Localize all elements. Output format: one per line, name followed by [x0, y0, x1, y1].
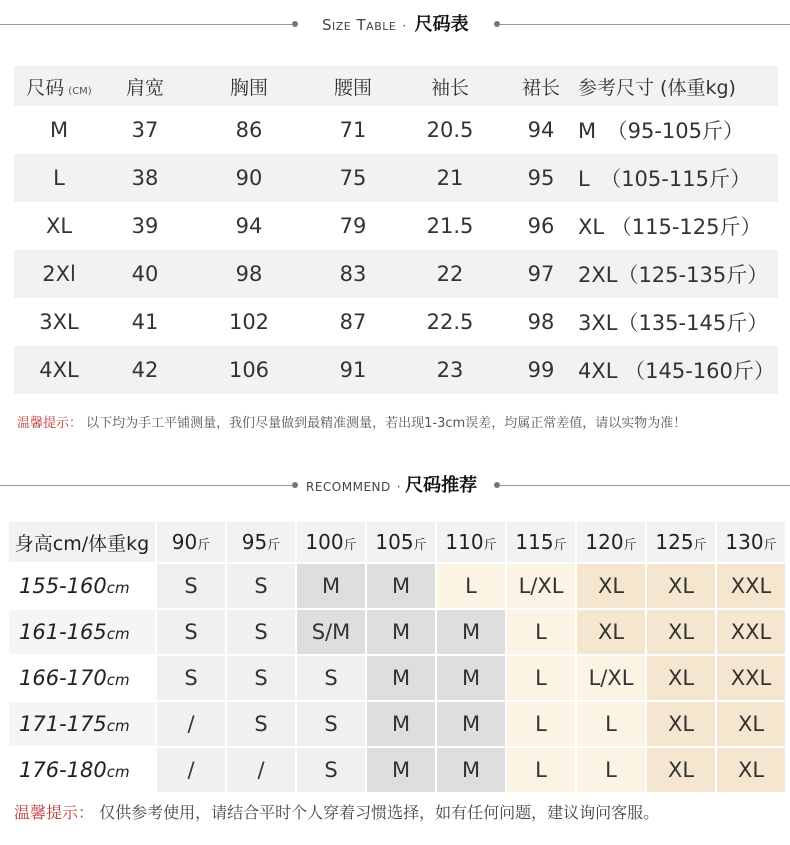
weight-header: 130斤	[717, 522, 785, 562]
size-row	[14, 202, 778, 250]
size-cell: L	[507, 656, 575, 700]
size-cell: M	[437, 610, 505, 654]
cell-sleeve: 20.5	[426, 118, 474, 142]
size-cell: M	[367, 702, 435, 746]
size-cell: S	[227, 564, 295, 608]
size-cell: M	[437, 748, 505, 792]
header-size: 尺码 (CM)	[26, 76, 92, 99]
section-title-en: RECOMMEND	[306, 480, 391, 494]
recommend-row	[9, 564, 785, 608]
weight-header: 120斤	[577, 522, 645, 562]
weight-header: 110斤	[437, 522, 505, 562]
size-cell: /	[227, 748, 295, 792]
cell-size: 3XL	[39, 310, 79, 334]
cell-size: L	[53, 166, 65, 190]
size-cell: XL	[647, 702, 715, 746]
cell-length: 96	[527, 214, 555, 238]
size-cell: S	[227, 610, 295, 654]
cell-sleeve: 22	[436, 262, 464, 286]
size-cell: L	[507, 748, 575, 792]
weight-header: 105斤	[367, 522, 435, 562]
cell-shoulder: 37	[131, 118, 159, 142]
divider	[500, 485, 790, 486]
cell-chest: 86	[235, 118, 263, 142]
header-sleeve: 袖长	[430, 76, 469, 99]
tip-note-2	[14, 800, 659, 823]
divider	[0, 24, 292, 25]
header-shoulder: 肩宽	[125, 76, 164, 99]
cell-waist: 91	[339, 358, 367, 382]
size-cell: L/XL	[577, 656, 645, 700]
size-cell: L	[577, 748, 645, 792]
cell-length: 97	[527, 262, 555, 286]
size-cell: XL	[577, 564, 645, 608]
size-cell: XL	[647, 656, 715, 700]
cell-sleeve: 21.5	[426, 214, 474, 238]
size-cell: L	[437, 564, 505, 608]
size-cell: S	[157, 564, 225, 608]
size-table-header-row	[14, 66, 778, 106]
size-cell: S	[297, 702, 365, 746]
size-cell: XL	[717, 748, 785, 792]
cell-size: 4XL	[39, 358, 79, 382]
size-cell: S	[227, 702, 295, 746]
cell-shoulder: 38	[131, 166, 159, 190]
size-cell: XL	[647, 748, 715, 792]
height-range: 166-170cm	[9, 656, 155, 700]
recommend-row	[9, 702, 785, 746]
height-range: 171-175cm	[9, 702, 155, 746]
size-row	[14, 154, 778, 202]
height-range: 176-180cm	[9, 748, 155, 792]
size-cell: M	[367, 656, 435, 700]
cell-shoulder: 40	[131, 262, 159, 286]
size-cell: XXL	[717, 656, 785, 700]
size-cell: XL	[647, 610, 715, 654]
cell-waist: 71	[339, 118, 367, 142]
cell-sleeve: 21	[436, 166, 464, 190]
cell-size: XL	[45, 214, 73, 238]
size-cell: /	[157, 748, 225, 792]
weight-header: 95斤	[227, 522, 295, 562]
cell-shoulder: 42	[131, 358, 159, 382]
size-row	[14, 250, 778, 298]
size-row	[14, 346, 778, 394]
cell-waist: 75	[339, 166, 367, 190]
cell-shoulder: 41	[131, 310, 159, 334]
recommend-row	[9, 656, 785, 700]
tip-text: 仅供参考使用，请结合平时个人穿着习惯选择，如有任何问题，建议询问客服。	[99, 803, 660, 822]
height-range: 155-160cm	[9, 564, 155, 608]
cell-length: 95	[527, 166, 555, 190]
header-length: 裙长	[521, 76, 560, 99]
cell-waist: 83	[339, 262, 367, 286]
cell-reference: XL （115-125斤）	[578, 215, 762, 239]
cell-chest: 94	[235, 214, 263, 238]
size-cell: M	[297, 564, 365, 608]
size-row	[14, 106, 778, 154]
size-cell: S	[297, 748, 365, 792]
size-cell: XXL	[717, 564, 785, 608]
size-cell: L	[507, 702, 575, 746]
height-range: 161-165cm	[9, 610, 155, 654]
section-title-cn: 尺码推荐	[405, 475, 478, 496]
size-cell: M	[437, 656, 505, 700]
divider	[0, 485, 292, 486]
section-title-cn: 尺码表	[414, 14, 469, 35]
cell-sleeve: 22.5	[426, 310, 474, 334]
cell-length: 98	[527, 310, 555, 334]
size-table	[14, 66, 778, 394]
cell-length: 99	[527, 358, 555, 382]
recommend-header: RECOMMEND · 尺码推荐	[0, 471, 790, 501]
cell-chest: 106	[228, 358, 270, 382]
recommend-row	[9, 610, 785, 654]
cell-chest: 98	[235, 262, 263, 286]
tip-label: 温馨提示：	[17, 416, 83, 431]
size-cell: S/M	[297, 610, 365, 654]
size-table-header: Size Table · 尺码表	[0, 10, 790, 40]
size-cell: /	[157, 702, 225, 746]
recommend-row	[9, 748, 785, 792]
cell-sleeve: 23	[436, 358, 464, 382]
size-cell: S	[157, 656, 225, 700]
recommend-header-row	[9, 522, 785, 562]
size-cell: M	[437, 702, 505, 746]
size-cell: L	[577, 702, 645, 746]
header-reference: 参考尺寸 (体重kg)	[578, 76, 736, 99]
size-cell: M	[367, 564, 435, 608]
divider	[500, 24, 790, 25]
weight-header: 100斤	[297, 522, 365, 562]
header-waist: 腰围	[333, 76, 372, 99]
cell-reference: L （105-115斤）	[578, 167, 751, 191]
size-cell: S	[157, 610, 225, 654]
size-cell: M	[367, 610, 435, 654]
weight-header: 90斤	[157, 522, 225, 562]
divider-dot	[292, 482, 298, 488]
divider-dot	[292, 21, 298, 27]
recommend-table	[7, 520, 787, 794]
cell-waist: 87	[339, 310, 367, 334]
cell-reference: M （95-105斤）	[578, 119, 745, 143]
weight-header: 115斤	[507, 522, 575, 562]
cell-size: M	[49, 118, 69, 142]
cell-size: 2Xl	[42, 262, 76, 286]
tip-note	[17, 412, 686, 431]
tip-text: 以下均为手工平铺测量，我们尽量做到最精准测量，若出现1-3cm误差，均属正常差值，请以实物为准！	[86, 416, 687, 431]
size-cell: S	[227, 656, 295, 700]
size-cell: L/XL	[507, 564, 575, 608]
cell-chest: 90	[235, 166, 263, 190]
size-cell: XL	[717, 702, 785, 746]
size-cell: XL	[577, 610, 645, 654]
weight-header: 125斤	[647, 522, 715, 562]
cell-chest: 102	[228, 310, 270, 334]
size-cell: L	[507, 610, 575, 654]
cell-reference: 3XL（135-145斤）	[578, 311, 769, 335]
cell-reference: 2XL（125-135斤）	[578, 263, 769, 287]
cell-waist: 79	[339, 214, 367, 238]
cell-reference: 4XL （145-160斤）	[578, 359, 775, 383]
header-chest: 胸围	[229, 76, 268, 99]
tip-label: 温馨提示：	[14, 803, 95, 822]
section-title-en: Size Table	[322, 16, 397, 34]
size-cell: XL	[647, 564, 715, 608]
size-cell: M	[367, 748, 435, 792]
size-cell: S	[297, 656, 365, 700]
cell-length: 94	[527, 118, 555, 142]
size-row	[14, 298, 778, 346]
cell-shoulder: 39	[131, 214, 159, 238]
corner-label: 身高cm/体重kg	[9, 522, 155, 562]
size-cell: XXL	[717, 610, 785, 654]
